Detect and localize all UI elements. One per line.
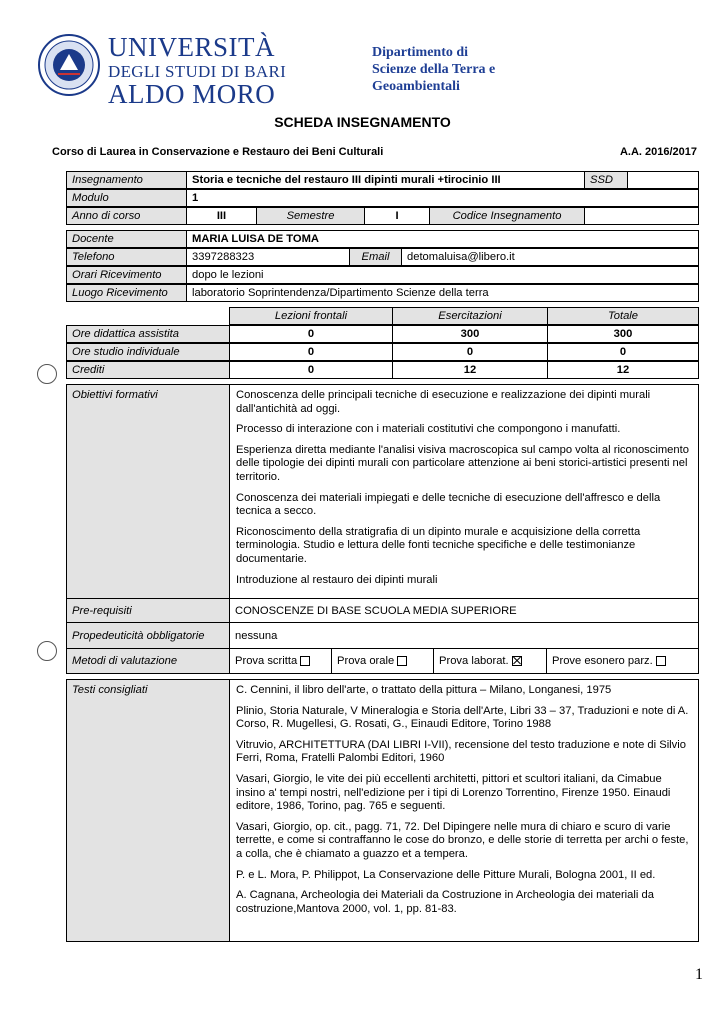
ssd-label: SSD: [584, 171, 628, 189]
metodi-option-label: Prova scritta: [235, 655, 298, 667]
hours-header-esercitazioni: Esercitazioni: [392, 307, 548, 325]
testi-list: [229, 679, 699, 942]
obiettivi-paragraph: Esperienza diretta mediante l'analisi visiva macroscopica sul campo volta al riconoscimento delle tipologie dei dipinti murali con particolare attenzione ai beni storici-artistici presenti nel territorio.: [236, 443, 689, 483]
hours-header-totale: Totale: [547, 307, 699, 325]
modulo-value: 1: [186, 189, 699, 207]
testi-label: Testi consigliati: [66, 679, 230, 942]
hours-cell: 300: [392, 325, 548, 343]
hours-row-label: Ore didattica assistita: [66, 325, 230, 343]
metodi-option: [433, 648, 547, 674]
anno-label: Anno di corso: [66, 207, 187, 225]
testi-item: P. e L. Mora, P. Philippot, La Conservazione delle Pitture Murali, Bologna 2001, II ed.: [236, 868, 656, 881]
propedeuticita-value: nessuna: [229, 622, 699, 649]
checkbox-prove-esonero[interactable]: [656, 656, 666, 666]
course-name: Corso di Laurea in Conservazione e Restauro dei Beni Culturali: [52, 146, 384, 158]
checkbox-prova-laborat-checked[interactable]: [512, 656, 522, 666]
obiettivi-paragraph: Conoscenza delle principali tecniche di esecuzione e realizzazione dei dipinti murali dall'antichità ad oggi.: [236, 389, 651, 415]
testi-item: A. Cagnana, Archeologia dei Materiali da Costruzione in Archeologia dei materiali da costruzione,Mantova 2000, vol. 1, pp. 81-83.: [236, 889, 654, 915]
testi-item: Vasari, Giorgio, le vite dei più eccellenti architetti, pittori et scultori italiani, da Cimabue insino a' tempi nostri, nell'edizione per i tipi di Lorenzo Torrentino, Firenze 1950. Einaudi editore, 1986, Torino, pag. 765 e seguenti.: [236, 772, 671, 813]
ssd-value: [627, 171, 699, 189]
codice-label: Codice Insegnamento: [429, 207, 585, 225]
department-line1: Dipartimento di: [372, 45, 469, 60]
semestre-label: Semestre: [256, 207, 365, 225]
academic-year: A.A. 2016/2017: [619, 146, 697, 158]
university-name-line3: ALDO MORO: [108, 79, 276, 109]
obiettivi-paragraph: Riconoscimento della stratigrafia di un dipinto murale e acquisizione della corretta terminologia. Studio e lettura delle fonti tecniche specifiche e delle testimonianze documentarie.: [236, 525, 641, 565]
modulo-label: Modulo: [66, 189, 187, 207]
obiettivi-paragraph: Processo di interazione con i materiali costitutivi che compongono i manufatti.: [236, 423, 621, 436]
hours-cell: 12: [392, 361, 548, 379]
hours-cell: 0: [547, 343, 699, 361]
hours-header-lezioni: Lezioni frontali: [229, 307, 393, 325]
metodi-label: Metodi di valutazione: [66, 648, 230, 674]
university-name-line2: DEGLI STUDI DI BARI: [108, 62, 287, 81]
obiettivi-paragraph: Introduzione al restauro dei dipinti murali: [236, 573, 438, 586]
anno-value: III: [186, 207, 257, 225]
binder-hole-mark: [37, 364, 57, 384]
hours-cell: 0: [229, 325, 393, 343]
testi-item: Plinio, Storia Naturale, V Mineralogia e Storia dell'Arte, Libri 33 – 37, Traduzioni e note di A. Corso, R. Mugellesi, G. Rosati, G., Einaudi Editore, Torino 1988: [236, 704, 689, 731]
testi-item: Vitruvio, ARCHITETTURA (DAI LIBRI I-VII), recensione del testo traduzione e note di Silvio Ferri, Roma, Fratelli Palombi Editori, 1960: [236, 738, 686, 765]
university-name-line1: UNIVERSITÀ: [108, 32, 275, 62]
university-seal-logo: [38, 34, 100, 96]
insegnamento-value: Storia e tecniche del restauro III dipinti murali +tirocinio III: [186, 171, 585, 189]
metodi-option: [331, 648, 434, 674]
hours-row-label: Crediti: [66, 361, 230, 379]
page-title: SCHEDA INSEGNAMENTO: [274, 114, 451, 130]
email-label: Email: [349, 248, 402, 266]
insegnamento-label: Insegnamento: [66, 171, 187, 189]
department-line2: Scienze della Terra e: [372, 62, 496, 77]
docente-label: Docente: [66, 230, 187, 248]
department-name: [372, 44, 495, 95]
checkbox-prova-orale[interactable]: [397, 656, 407, 666]
metodi-option-label: Prova orale: [337, 655, 395, 667]
hours-cell: 300: [547, 325, 699, 343]
metodi-option: [546, 648, 699, 674]
hours-cell: 0: [229, 343, 393, 361]
university-name: [108, 34, 286, 108]
orari-label: Orari Ricevimento: [66, 266, 187, 284]
department-line3: Geoambientali: [372, 79, 460, 94]
obiettivi-text: [229, 384, 699, 599]
luogo-value: laboratorio Soprintendenza/Dipartimento Scienze della terra: [186, 284, 699, 302]
metodi-option-label: Prove esonero parz.: [552, 655, 653, 667]
docente-value: MARIA LUISA DE TOMA: [186, 230, 699, 248]
propedeuticita-label: Propedeuticità obbligatorie: [66, 622, 230, 649]
orari-value: dopo le lezioni: [186, 266, 699, 284]
email-value[interactable]: detomaluisa@libero.it: [401, 248, 699, 266]
hours-cell: 0: [392, 343, 548, 361]
checkbox-prova-scritta[interactable]: [300, 656, 310, 666]
codice-value: [584, 207, 699, 225]
hours-cell: 0: [229, 361, 393, 379]
testi-item: C. Cennini, il libro dell'arte, o trattato della pittura – Milano, Longanesi, 1975: [236, 684, 612, 696]
obiettivi-label: Obiettivi formativi: [66, 384, 230, 599]
obiettivi-paragraph: Conoscenza dei materiali impiegati e delle tecniche di esecuzione dell'affresco e della tecnica a secco.: [236, 491, 661, 518]
telefono-label: Telefono: [66, 248, 187, 266]
semestre-value: I: [364, 207, 430, 225]
metodi-option: [229, 648, 332, 674]
metodi-option-label: Prova laborat.: [439, 655, 509, 667]
prerequisiti-value: CONOSCENZE DI BASE SCUOLA MEDIA SUPERIORE: [229, 598, 699, 623]
prerequisiti-label: Pre-requisiti: [66, 598, 230, 623]
luogo-label: Luogo Ricevimento: [66, 284, 187, 302]
hours-cell: 12: [547, 361, 699, 379]
hours-row-label: Ore studio individuale: [66, 343, 230, 361]
page-number: 1: [695, 966, 703, 983]
telefono-value: 3397288323: [186, 248, 350, 266]
binder-hole-mark: [37, 641, 57, 661]
testi-item: Vasari, Giorgio, op. cit., pagg. 71, 72. Del Dipingere nelle mura di chiaro e scuro di varie terrette, e come si contraffanno le cose do bronzo, e delle storie di terretta per archi o feste, a colla, che è chiamato a guazzo et a tempera.: [236, 820, 689, 860]
